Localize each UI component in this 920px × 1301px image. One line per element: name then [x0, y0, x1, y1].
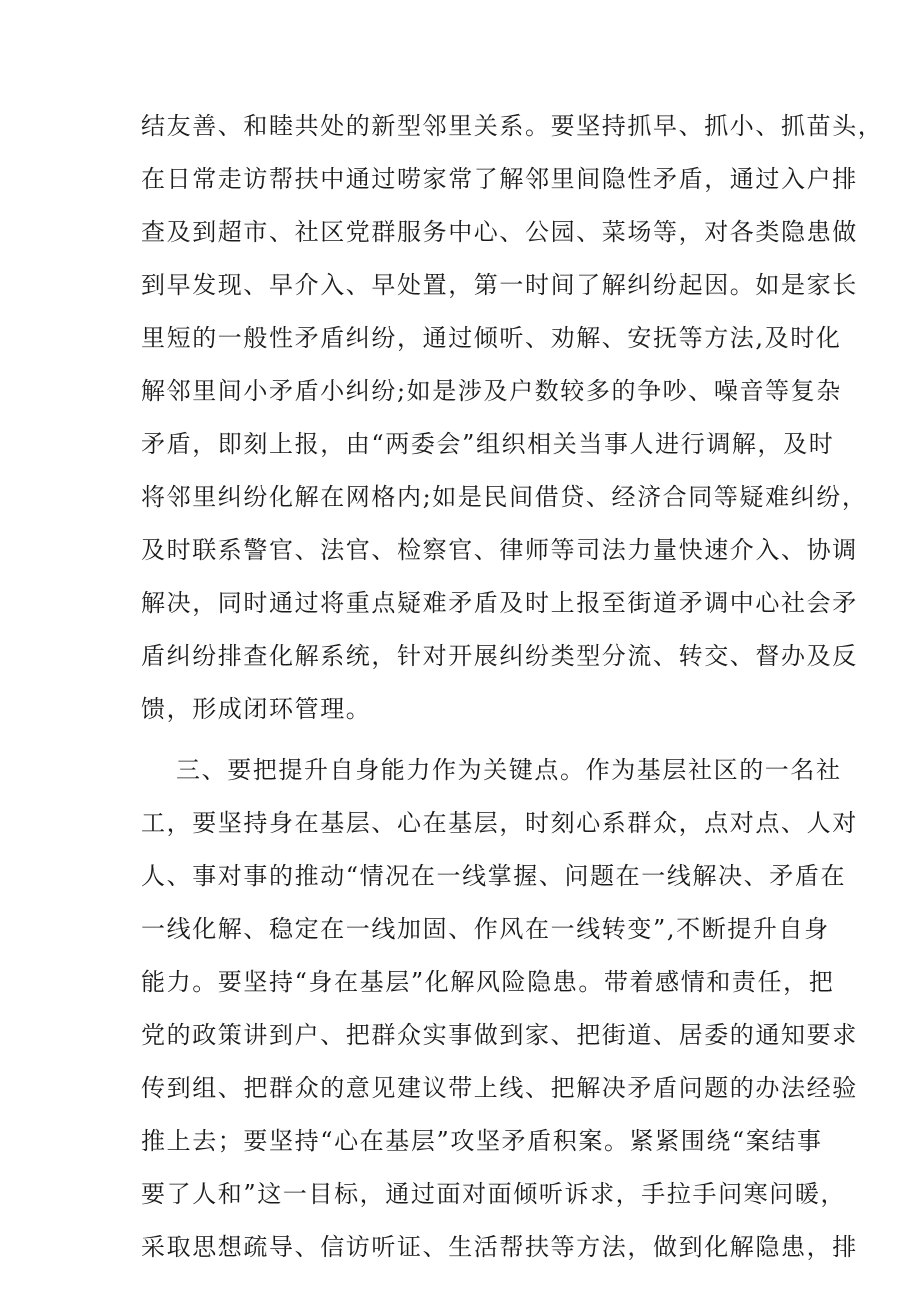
- text-line: 里短的一般性矛盾纠纷，通过倾听、劝解、安抚等方法,及时化: [141, 324, 842, 352]
- text-line: 解邻里间小矛盾小纠纷;如是涉及户数较多的争吵、噪音等复杂: [141, 377, 842, 405]
- text-line: 到早发现、早介入、早处置，第一时间了解纠纷起因。如是家长: [141, 271, 858, 299]
- text-line: 三、要把提升自身能力作为关键点。作为基层社区的一名社: [176, 756, 842, 784]
- text-line: 人、事对事的推动“情况在一线掌握、问题在一线解决、矛盾在: [141, 862, 847, 890]
- text-line: 矛盾，即刻上报，由“两委会”组织相关当事人进行调解，及时: [141, 430, 835, 458]
- text-line: 将邻里纠纷化解在网格内;如是民间借贷、经济合同等疑难纠纷，: [141, 483, 868, 511]
- text-line: 在日常走访帮扶中通过唠家常了解邻里间隐性矛盾，通过入户排: [141, 165, 858, 193]
- text-line: 解决，同时通过将重点疑难矛盾及时上报至街道矛调中心社会矛: [141, 589, 858, 617]
- text-line: 党的政策讲到户、把群众实事做到家、把街道、居委的通知要求: [141, 1021, 858, 1049]
- text-line: 馈，形成闭环管理。: [141, 695, 372, 723]
- text-line: 结友善、和睦共处的新型邻里关系。要坚持抓早、抓小、抓苗头，: [141, 112, 884, 140]
- text-line: 一线化解、稳定在一线加固、作风在一线转变”,不断提升自身: [141, 915, 830, 943]
- text-line: 能力。要坚持“身在基层”化解风险隐患。带着感情和责任，把: [141, 968, 835, 996]
- text-line: 查及到超市、社区党群服务中心、公园、菜场等，对各类隐患做: [141, 218, 858, 246]
- text-line: 要了人和”这一目标，通过面对面倾听诉求，手拉手问寒问暖，: [141, 1180, 847, 1208]
- text-line: 推上去；要坚持“心在基层”攻坚矛盾积案。紧紧围绕“案结事: [141, 1127, 823, 1155]
- text-line: 传到组、把群众的意见建议带上线、把解决矛盾问题的办法经验: [141, 1074, 858, 1102]
- text-line: 工，要坚持身在基层、心在基层，时刻心系群众，点对点、人对: [141, 809, 858, 837]
- text-line: 盾纠纷排查化解系统，针对开展纠纷类型分流、转交、督办及反: [141, 642, 858, 670]
- text-line: 采取思想疏导、信访听证、生活帮扶等方法，做到化解隐患，排: [141, 1233, 858, 1261]
- text-line: 及时联系警官、法官、检察官、律师等司法力量快速介入、协调: [141, 536, 858, 564]
